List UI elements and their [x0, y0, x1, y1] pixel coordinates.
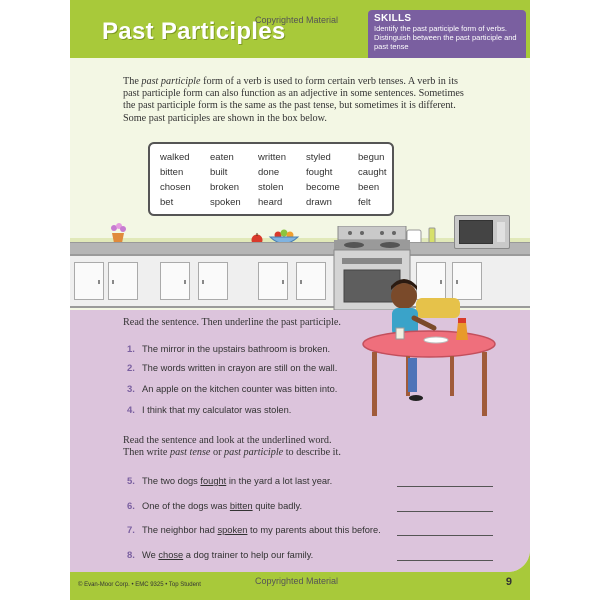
- cabinet-door: [258, 262, 288, 300]
- page-title: Past Participles: [102, 18, 286, 45]
- cabinet-knob: [98, 280, 100, 284]
- word: spoken: [210, 197, 241, 208]
- cabinet-door: [108, 262, 138, 300]
- copyright-watermark-bottom: Copyrighted Material: [255, 576, 339, 586]
- worksheet-page: [70, 0, 530, 600]
- word: broken: [210, 182, 240, 193]
- sentence-item: The words written in crayon are still on the wall.: [142, 363, 338, 373]
- sentence-item: [142, 476, 332, 486]
- word: fought: [306, 167, 333, 178]
- copyright-watermark-top: Copyrighted Material: [255, 15, 339, 25]
- microwave-icon: [454, 215, 510, 249]
- instr-term: past tense: [169, 447, 211, 458]
- word: stolen: [258, 182, 284, 193]
- sentence-text: The neighbor had: [142, 525, 218, 535]
- word: written: [258, 152, 286, 163]
- item-number: 2.: [127, 363, 135, 374]
- item-number: 1.: [127, 344, 135, 355]
- word: heard: [258, 197, 283, 208]
- word: begun: [358, 152, 385, 163]
- word: styled: [306, 152, 331, 163]
- item-number: 7.: [127, 525, 135, 536]
- underlined-word: chose: [158, 550, 184, 560]
- section1-instruction: Read the sentence. Then underline the past participle.: [123, 317, 341, 328]
- content-panel: [70, 58, 530, 572]
- word: drawn: [306, 197, 332, 208]
- intro-text: The: [123, 76, 142, 87]
- page-number: 9: [505, 576, 512, 588]
- cabinet-door: [296, 262, 326, 300]
- word: bet: [160, 197, 174, 208]
- answer-line[interactable]: [397, 511, 493, 512]
- answer-line[interactable]: [397, 535, 493, 536]
- underlined-word: bitten: [229, 501, 253, 511]
- instr-text: or: [210, 447, 225, 458]
- skills-item: Distinguish between the past participle and past tense: [374, 33, 517, 51]
- word: been: [358, 182, 380, 193]
- word: walked: [160, 152, 190, 163]
- sentence-text: One of the dogs was: [142, 501, 230, 511]
- underlined-word: spoken: [217, 525, 248, 535]
- word: caught: [358, 167, 387, 178]
- sentence-text: We: [142, 550, 159, 560]
- skills-box: [368, 10, 526, 62]
- answer-line[interactable]: [397, 560, 493, 561]
- cabinet-door: [198, 262, 228, 300]
- word: done: [258, 167, 280, 178]
- word: eaten: [210, 152, 234, 163]
- cabinet-knob: [300, 280, 302, 284]
- footer-credit: © Evan-Moor Corp. • EMC 9325 • Top Student: [78, 582, 201, 588]
- intro-term: past participle: [141, 76, 201, 87]
- word: felt: [358, 197, 371, 208]
- microwave-window: [459, 220, 493, 244]
- word: bitten: [160, 167, 184, 178]
- sentence-text: in the yard a lot last year.: [226, 476, 333, 486]
- sentence-item: I think that my calculator was stolen.: [142, 405, 292, 415]
- answer-line[interactable]: [397, 486, 493, 487]
- word-box: [148, 142, 394, 216]
- item-number: 5.: [127, 476, 135, 487]
- word: chosen: [160, 182, 191, 193]
- section2-instruction-line: [123, 447, 341, 459]
- item-number: 6.: [127, 501, 135, 512]
- word: become: [306, 182, 340, 193]
- item-number: 4.: [127, 405, 135, 416]
- instr-text: to describe it.: [283, 447, 341, 458]
- sentence-text: The two dogs: [142, 476, 201, 486]
- sentence-item: [142, 550, 313, 560]
- sentence-item: An apple on the kitchen counter was bitten into.: [142, 384, 338, 394]
- page-footer: [70, 576, 530, 600]
- instr-term: past participle: [224, 447, 284, 458]
- cabinet-door: [74, 262, 104, 300]
- boy-at-table-illustration: [354, 276, 504, 426]
- section2-instruction: [123, 435, 341, 459]
- cabinet-knob: [282, 280, 284, 284]
- skills-item: Identify the past participle form of verbs.: [374, 24, 507, 33]
- sentence-item: [142, 525, 381, 535]
- instr-text: Then write: [123, 447, 170, 458]
- sentence-item: The mirror in the upstairs bathroom is broken.: [142, 344, 331, 354]
- intro-paragraph: [123, 76, 468, 125]
- sentence-item: [142, 501, 302, 511]
- cabinet-knob: [202, 280, 204, 284]
- cabinet-knob: [184, 280, 186, 284]
- underlined-word: fought: [200, 476, 227, 486]
- sentence-text: quite badly.: [252, 501, 303, 511]
- section2-instruction-line: Read the sentence and look at the underlined word.: [123, 435, 332, 446]
- sentence-text: to my parents about this before.: [247, 525, 381, 535]
- item-number: 8.: [127, 550, 135, 561]
- cabinet-knob: [112, 280, 114, 284]
- item-number: 3.: [127, 384, 135, 395]
- cabinet-door: [160, 262, 190, 300]
- intro-text: form of a verb is used to form certain verb tenses. A verb in its past participle form can also function as an adjective in some sentences. Sometimes the past participle form is the same as the past tense, but sometimes it is different. Some past participles are shown in the box below.: [123, 76, 464, 124]
- skills-title: SKILLS: [374, 13, 412, 24]
- microwave-panel: [497, 222, 505, 242]
- sentence-text: a dog trainer to help our family.: [183, 550, 314, 560]
- word: built: [210, 167, 228, 178]
